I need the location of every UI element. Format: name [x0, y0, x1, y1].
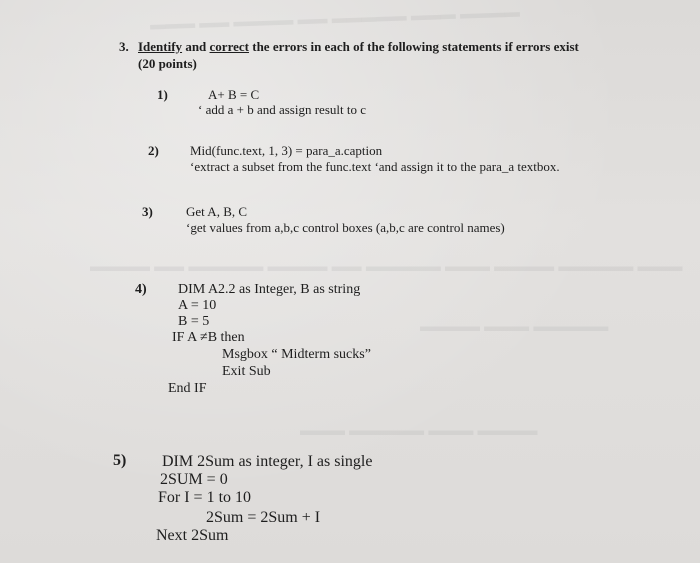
item-4-line-assign-b: B = 5: [178, 314, 210, 329]
prompt-word-identify: Identify: [138, 39, 183, 54]
item-4-line-end-if: End IF: [168, 381, 207, 396]
item-4-line-if: IF A ≠B then: [172, 330, 245, 345]
item-3-statement: Get A, B, C: [186, 204, 248, 219]
item-4-line-exit-sub: Exit Sub: [222, 364, 271, 379]
prompt-word-correct: correct: [209, 39, 249, 54]
prompt-rest: the errors in each of the following statements if errors exist: [248, 39, 579, 54]
bleed-through-texture: ▬▬▬▬ ▬▬▬ ▬▬▬▬▬: [420, 318, 609, 335]
item-1-statement: A+ B = C: [208, 87, 260, 102]
item-2-number: 2): [148, 143, 159, 158]
item-2-comment: ‘extract a subset from the func.text ‘and assign it to the para_a textbox.: [190, 159, 560, 174]
item-3-number: 3): [142, 204, 153, 219]
prompt-word-and: and: [182, 39, 210, 54]
item-4-line-dim: DIM A2.2 as Integer, B as string: [178, 282, 361, 297]
item-5-line-dim: DIM 2Sum as integer, I as single: [162, 453, 373, 470]
bleed-through-texture: ▬▬▬ ▬▬▬▬▬ ▬▬▬ ▬▬▬▬: [300, 422, 538, 439]
item-5-number: 5): [113, 452, 127, 469]
item-3-comment: ‘get values from a,b,c control boxes (a,b,c are control names): [186, 220, 505, 235]
item-4-number: 4): [135, 282, 147, 297]
item-4-line-assign-a: A = 10: [178, 298, 217, 313]
item-4-line-msgbox: Msgbox “ Midterm sucks”: [222, 347, 371, 362]
item-1-comment: ‘ add a + b and assign result to c: [198, 102, 366, 117]
question-points: (20 points): [138, 56, 197, 71]
item-5-line-next: Next 2Sum: [156, 527, 229, 544]
question-prompt: [138, 39, 579, 55]
item-2-statement: Mid(func.text, 1, 3) = para_a.caption: [190, 143, 383, 158]
bleed-through-texture: ▬▬▬ ▬▬ ▬▬▬▬ ▬▬ ▬▬▬▬▬ ▬▬▬ ▬▬▬▬: [149, 3, 521, 34]
bleed-through-texture: ▬▬▬▬ ▬▬ ▬▬▬▬▬ ▬▬▬▬ ▬▬ ▬▬▬▬▬ ▬▬▬ ▬▬▬▬ ▬▬▬▬▬ ▬▬▬: [90, 258, 683, 275]
question-number: 3.: [119, 39, 129, 54]
item-5-line-accumulate: 2Sum = 2Sum + I: [206, 509, 321, 526]
item-5-line-init: 2SUM = 0: [160, 471, 228, 488]
item-5-line-for: For I = 1 to 10: [158, 489, 252, 506]
item-1-number: 1): [157, 87, 168, 102]
